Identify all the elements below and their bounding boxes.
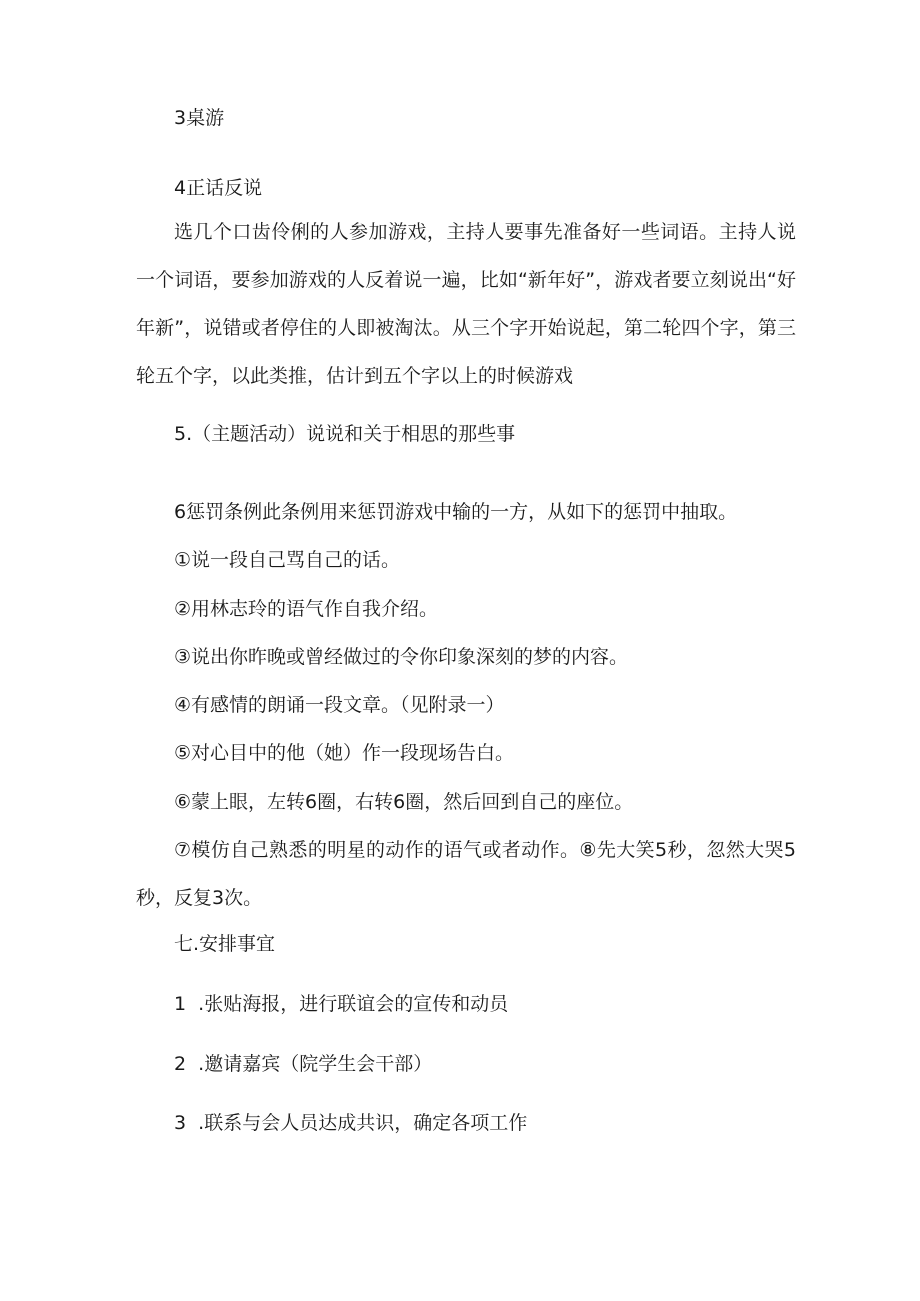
item-4-heading: 4正话反说 [174,177,263,199]
item-5-heading: 5.（主题活动）说说和关于相思的那些事 [174,423,516,445]
item-6-heading: 6惩罚条例此条例用来惩罚游戏中输的一方，从如下的惩罚中抽取。 [174,501,738,523]
penalty-item-7-8: ⑦模仿自己熟悉的明星的动作的语气或者动作。⑧先大笑5秒，忽然大哭5秒，反复3次。 [136,839,796,909]
arrangement-item: 1 .张贴海报，进行联谊会的宣传和动员 [174,993,509,1015]
item-3-heading: 3桌游 [174,107,225,129]
arrangement-item: 2 .邀请嘉宾（院学生会干部） [174,1053,433,1075]
penalty-item: ②用林志玲的语气作自我介绍。 [174,598,439,620]
penalty-item: ⑤对心目中的他（她）作一段现场告白。 [174,742,515,764]
penalty-item: ⑥蒙上眼，左转6圈，右转6圈，然后回到自己的座位。 [174,791,634,813]
penalty-item: ③说出你昨晚或曾经做过的令你印象深刻的梦的内容。 [174,646,629,668]
arrangement-item: 3 .联系与会人员达成共识，确定各项工作 [174,1112,528,1134]
item-4-description: 选几个口齿伶俐的人参加游戏，主持人要事先准备好一些词语。主持人说一个词语，要参加游戏的人反着说一遍，比如“新年好”，游戏者要立刻说出“好年新”，说错或者停住的人即被淘汰。从三个字开始说起，第二轮四个字，第三轮五个字，以此类推，估计到五个字以上的时候游戏 [136,221,796,387]
penalty-item: ①说一段自己骂自己的话。 [174,549,401,571]
section-7-heading: 七.安排事宜 [174,933,276,955]
penalty-item: ④有感情的朗诵一段文章。（见附录一） [174,694,505,716]
